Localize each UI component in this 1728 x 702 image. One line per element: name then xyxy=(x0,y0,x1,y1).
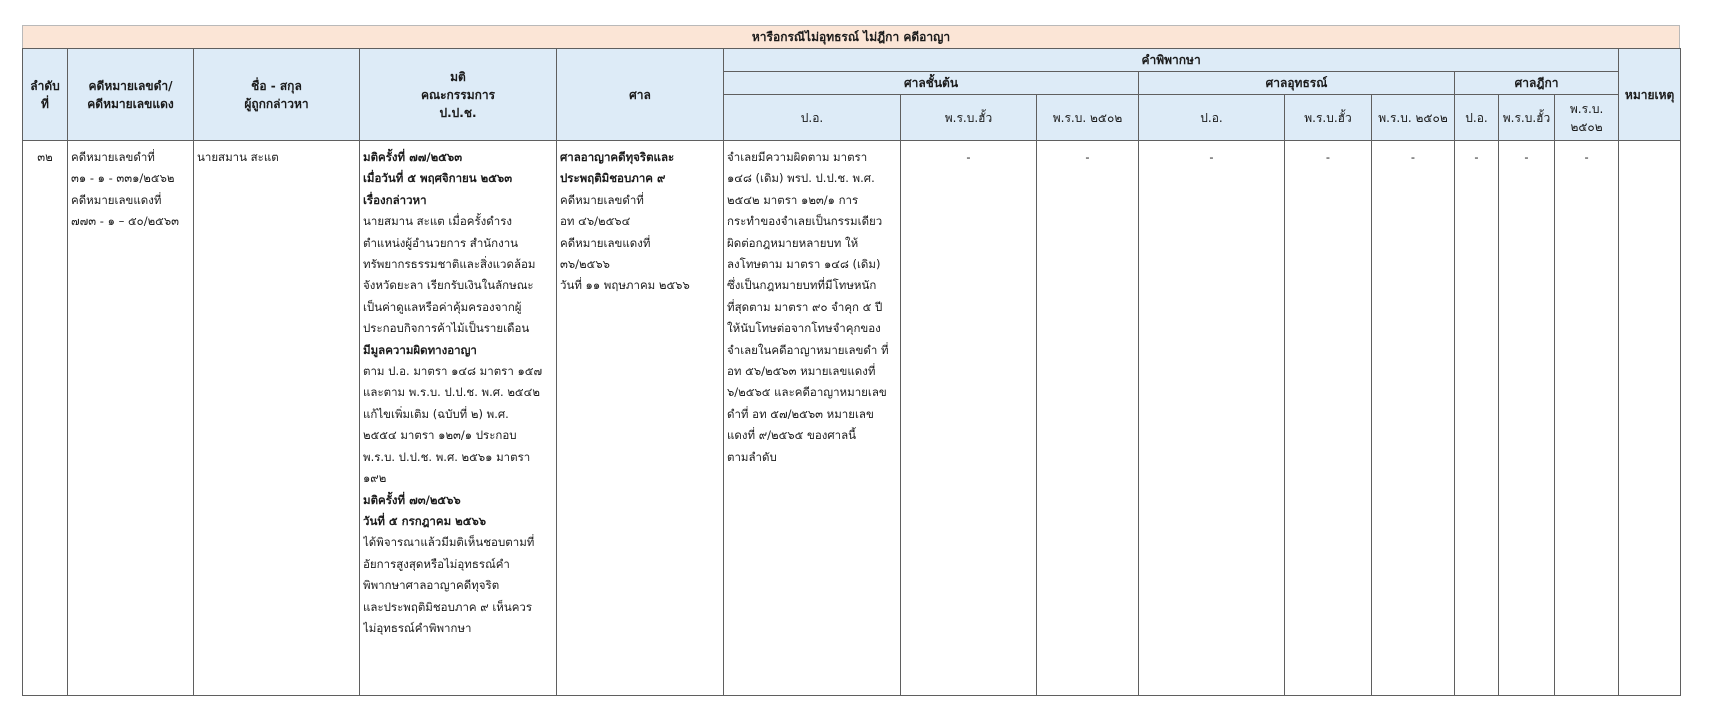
header-court: ศาล xyxy=(557,49,724,141)
cell-appeal-prb2502: - xyxy=(1372,141,1455,696)
cell-first-prb2502: - xyxy=(1037,141,1139,696)
cell-name: นายสมาน สะแต xyxy=(194,141,360,696)
header-judgment: คำพิพากษา xyxy=(724,49,1619,72)
header-first-po: ป.อ. xyxy=(724,95,901,141)
resolution-line: มติครั้งที่ ๗๗/๒๕๖๓ xyxy=(363,150,463,164)
court-line: อท ๔๖/๒๕๖๔ xyxy=(560,214,631,229)
resolution-line: ตาม ป.อ. มาตรา ๑๔๘ มาตรา ๑๕๗ xyxy=(363,364,543,379)
resolution-line: และประพฤติมิชอบภาค ๙ เห็นควร xyxy=(363,599,533,614)
header-appeal-prbtua: พ.ร.บ.ฮั้ว xyxy=(1285,95,1372,141)
judgment-line: อท ๕๖/๒๕๖๓ หมายเลขแดงที่ xyxy=(727,364,876,379)
cell-court xyxy=(557,141,724,696)
judgment-line: จำเลยในคดีอาญาหมายเลขดำ ที่ xyxy=(727,342,889,357)
sheet-title: หารือกรณีไม่อุทธรณ์ ไม่ฎีกา คดีอาญา xyxy=(22,25,1680,48)
resolution-line: พิพากษาศาลอาญาคดีทุจริต xyxy=(363,578,500,593)
header-no: ลำดับ ที่ xyxy=(23,49,68,141)
header-supreme-po: ป.อ. xyxy=(1455,95,1499,141)
header-supreme-prbtua: พ.ร.บ.ฮั้ว xyxy=(1499,95,1555,141)
resolution-line: วันที่ ๕ กรกฎาคม ๒๕๖๖ xyxy=(363,513,487,528)
court-line: ประพฤติมิชอบภาค ๙ xyxy=(560,171,666,186)
cell-supreme-prbtua: - xyxy=(1499,141,1555,696)
court-line: ศาลอาญาคดีทุจริตและ xyxy=(560,150,675,164)
cell-appeal-po: - xyxy=(1139,141,1285,696)
table-row xyxy=(23,141,1681,696)
cell-remark xyxy=(1619,141,1681,696)
judgment-line: ที่สุดตาม มาตรา ๙๐ จำคุก ๕ ปี xyxy=(727,299,883,314)
cell-no: ๓๒ xyxy=(23,141,68,696)
cell-first-prbtua: - xyxy=(901,141,1037,696)
resolution-line: ไม่อุทธรณ์คำพิพากษา xyxy=(363,620,472,635)
court-line: คดีหมายเลขแดงที่ xyxy=(560,235,651,250)
judgment-line: ๒๕๔๒ มาตรา ๑๒๓/๑ การ xyxy=(727,192,859,207)
resolution-line: ทรัพยากรธรรมชาติและสิ่งแวดล้อม xyxy=(363,257,536,272)
header-first-court: ศาลชั้นต้น xyxy=(724,72,1139,95)
resolution-line: มีมูลความผิดทางอาญา xyxy=(363,342,477,357)
header-appeal-po: ป.อ. xyxy=(1139,95,1285,141)
header-supreme-court: ศาลฎีกา xyxy=(1455,72,1619,95)
judgment-line: แดงที่ ๙/๒๕๖๕ ของศาลนี้ xyxy=(727,428,857,443)
header-first-prbtua: พ.ร.บ.ฮั้ว xyxy=(901,95,1037,141)
cell-first-po xyxy=(724,141,901,696)
resolution-line: เมื่อวันที่ ๕ พฤศจิกายน ๒๕๖๓ xyxy=(363,171,513,186)
judgment-line: ดำที่ อท ๕๗/๒๕๖๓ หมายเลข xyxy=(727,406,874,421)
resolution-line: เรื่องกล่าวหา xyxy=(363,192,427,207)
case-table xyxy=(22,48,1681,696)
judgment-line: ให้นับโทษต่อจากโทษจำคุกของ xyxy=(727,321,881,336)
cell-supreme-po: - xyxy=(1455,141,1499,696)
header-supreme-prb2502: พ.ร.บ. ๒๕๐๒ xyxy=(1555,95,1619,141)
header-resolution: มติ คณะกรรมการ ป.ป.ช. xyxy=(360,49,557,141)
resolution-line: อัยการสูงสุดหรือไม่อุทธรณ์คำ xyxy=(363,556,510,571)
judgment-line: ตามลำดับ xyxy=(727,449,777,464)
cell-resolution xyxy=(360,141,557,696)
cell-supreme-prb2502: - xyxy=(1555,141,1619,696)
cell-case-no: คดีหมายเลขดำที่ ๓๑ - ๑ - ๓๓๑/๒๕๖๒ คดีหมายเลขแดงที่ ๗๗๓ - ๑ – ๕๐/๒๕๖๓ xyxy=(68,141,194,696)
judgment-line: ซึ่งเป็นกฎหมายบทที่มีโทษหนัก xyxy=(727,278,877,293)
resolution-line: ๑๙๒ xyxy=(363,471,387,486)
judgment-line: ผิดต่อกฎหมายหลายบท ให้ xyxy=(727,235,859,250)
header-appeal-prb2502: พ.ร.บ. ๒๕๐๒ xyxy=(1372,95,1455,141)
resolution-line: ได้พิจารณาแล้วมีมติเห็นชอบตามที่ xyxy=(363,535,535,550)
resolution-line: ประกอบกิจการค้าไม้เป็นรายเดือน xyxy=(363,321,530,336)
resolution-line: ตำแหน่งผู้อำนวยการ สำนักงาน xyxy=(363,235,519,250)
court-line: วันที่ ๑๑ พฤษภาคม ๒๕๖๖ xyxy=(560,278,690,293)
judgment-line: ๑๔๘ (เดิม) พรป. ป.ป.ช. พ.ศ. xyxy=(727,171,875,186)
resolution-line: ๒๕๕๔ มาตรา ๑๒๓/๑ ประกอบ xyxy=(363,428,517,443)
judgment-line: จำเลยมีความผิดตาม มาตรา xyxy=(727,150,868,164)
resolution-line: มติครั้งที่ ๗๓/๒๕๖๖ xyxy=(363,492,461,507)
resolution-line: จังหวัดยะลา เรียกรับเงินในลักษณะ xyxy=(363,278,534,293)
resolution-line: และตาม พ.ร.บ. ป.ป.ช. พ.ศ. ๒๕๔๒ xyxy=(363,385,540,400)
resolution-line: แก้ไขเพิ่มเติม (ฉบับที่ ๒) พ.ศ. xyxy=(363,406,509,421)
judgment-line: ลงโทษตาม มาตรา ๑๔๘ (เดิม) xyxy=(727,257,881,272)
court-line: ๓๖/๒๕๖๖ xyxy=(560,257,610,272)
court-line: คดีหมายเลขดำที่ xyxy=(560,192,644,207)
judgment-line: กระทำของจำเลยเป็นกรรมเดียว xyxy=(727,214,883,229)
header-first-prb2502: พ.ร.บ. ๒๕๐๒ xyxy=(1037,95,1139,141)
resolution-line: นายสมาน สะแต เมื่อครั้งดำรง xyxy=(363,214,512,229)
judgment-line: ๖/๒๕๖๕ และคดีอาญาหมายเลข xyxy=(727,385,887,400)
header-remark: หมายเหตุ xyxy=(1619,49,1681,141)
header-appeal-court: ศาลอุทธรณ์ xyxy=(1139,72,1455,95)
resolution-line: พ.ร.บ. ป.ป.ช. พ.ศ. ๒๕๖๑ มาตรา xyxy=(363,449,531,464)
cell-appeal-prbtua: - xyxy=(1285,141,1372,696)
header-case-no: คดีหมายเลขดำ/ คดีหมายเลขแดง xyxy=(68,49,194,141)
header-name: ชื่อ - สกุล ผู้ถูกกล่าวหา xyxy=(194,49,360,141)
resolution-line: เป็นค่าดูแลหรือค่าคุ้มครองจากผู้ xyxy=(363,299,522,314)
judgment-summary-sheet xyxy=(22,25,1680,696)
